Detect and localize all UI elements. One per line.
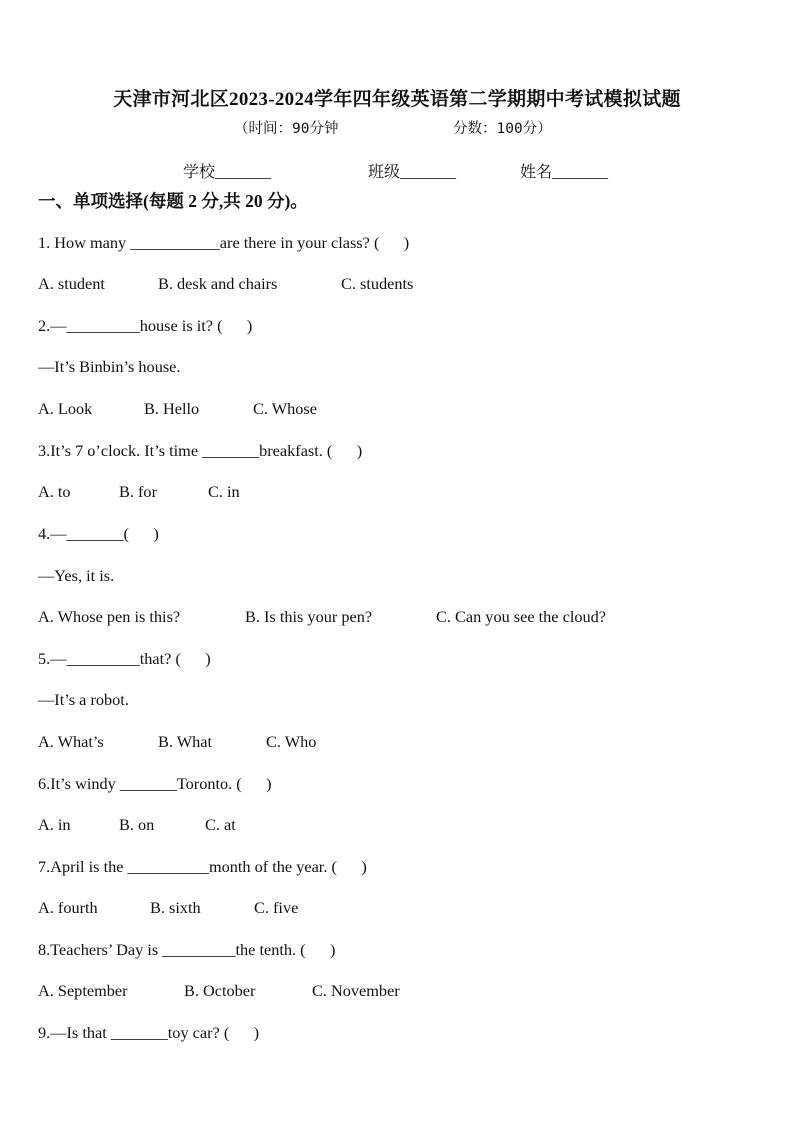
question-3-stem: 3.It’s 7 o’clock. It’s time _______breakfast. ( ) [38, 441, 363, 460]
name-field: 姓名_______ [520, 164, 609, 181]
question-3-option-b: B. for [119, 482, 157, 501]
question-4-option-c: C. Can you see the cloud? [436, 607, 607, 626]
question-2-option-c: C. Whose [253, 399, 317, 418]
question-8-stem: 8.Teachers’ Day is _________the tenth. ( ) [38, 940, 336, 959]
page-title: 天津市河北区2023-2024学年四年级英语第二学期期中考试模拟试题 [113, 89, 681, 110]
question-7-option-c: C. five [254, 898, 299, 917]
question-5-option-c: C. Who [266, 732, 317, 751]
question-4-stem: 4.—_______( ) [38, 524, 159, 543]
question-7-option-a: A. fourth [38, 898, 98, 917]
question-7-option-b: B. sixth [150, 898, 201, 917]
question-8-option-b: B. October [184, 981, 256, 1000]
question-8-option-a: A. September [38, 981, 128, 1000]
question-2-option-a: A. Look [38, 399, 93, 418]
question-5-option-b: B. What [158, 732, 212, 751]
question-1-option-b: B. desk and chairs [158, 274, 278, 293]
question-1-option-a: A. student [38, 274, 105, 293]
question-4-option-a: A. Whose pen is this? [38, 607, 181, 626]
question-8-option-c: C. November [312, 981, 400, 1000]
school-field: 学校_______ [183, 164, 272, 181]
question-2-answer-line: —It’s Binbin’s house. [38, 357, 181, 376]
question-5-answer-line: —It’s a robot. [38, 690, 129, 709]
question-2-stem: 2.—_________house is it? ( ) [38, 316, 253, 335]
section-heading: 一、单项选择(每题 2 分,共 20 分)。 [38, 191, 308, 211]
question-3-option-a: A. to [38, 482, 71, 501]
question-5-option-a: A. What’s [38, 732, 104, 751]
question-4-answer-line: —Yes, it is. [38, 566, 115, 585]
question-6-option-c: C. at [205, 815, 236, 834]
question-3-option-c: C. in [208, 482, 240, 501]
question-1-option-c: C. students [341, 274, 414, 293]
question-7-stem: 7.April is the __________month of the year. ( ) [38, 857, 367, 876]
exam-score: 分数：100分） [453, 121, 552, 137]
question-4-option-b: B. Is this your pen? [245, 607, 373, 626]
question-9-stem: 9.—Is that _______toy car? ( ) [38, 1023, 260, 1042]
exam-time: （时间：90分钟 [234, 121, 339, 137]
question-6-option-a: A. in [38, 815, 71, 834]
question-1-stem: 1. How many ___________are there in your class? ( ) [38, 233, 410, 252]
class-field: 班级_______ [368, 164, 457, 181]
question-6-stem: 6.It’s windy _______Toronto. ( ) [38, 774, 272, 793]
question-2-option-b: B. Hello [144, 399, 200, 418]
question-6-option-b: B. on [119, 815, 155, 834]
question-5-stem: 5.—_________that? ( ) [38, 649, 211, 668]
